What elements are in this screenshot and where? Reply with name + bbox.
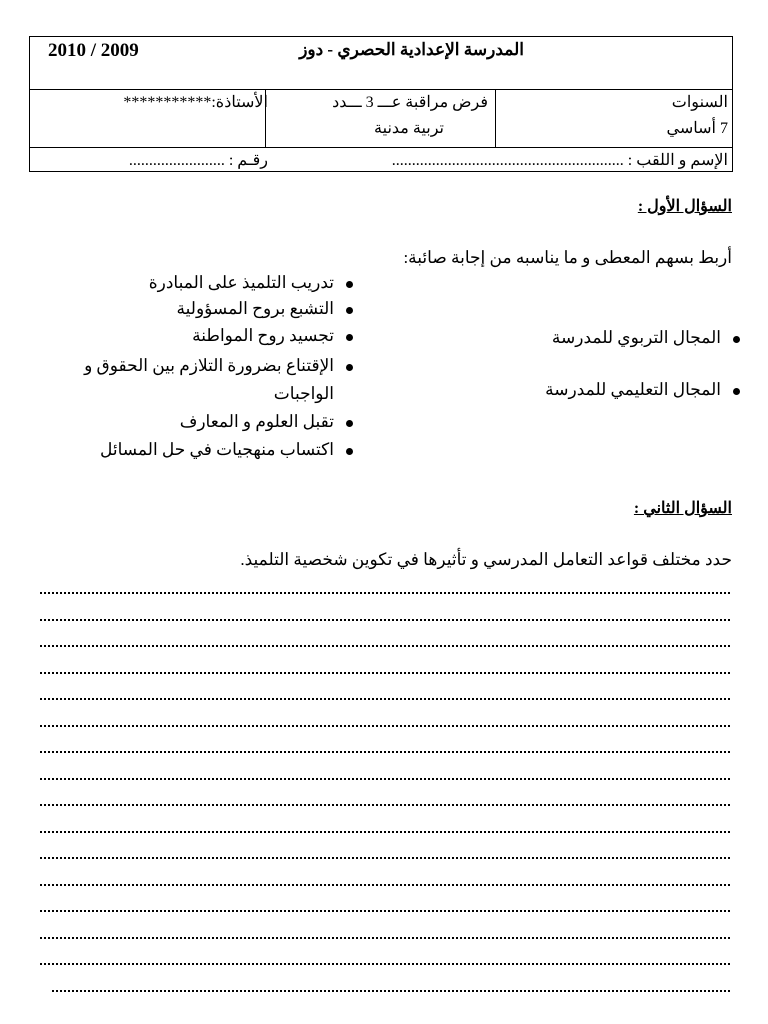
answer-line[interactable] — [40, 827, 730, 833]
answer-line[interactable] — [40, 853, 730, 859]
header-divider-horizontal-2 — [30, 147, 732, 148]
right-item: تجسيد روح المواطنة — [192, 326, 353, 346]
levels-label: السنوات — [671, 94, 728, 111]
question1-title: السؤال الأول : — [637, 198, 732, 215]
bullet-icon — [346, 281, 353, 288]
answer-line[interactable] — [40, 694, 730, 700]
bullet-icon — [346, 307, 353, 314]
school-name: المدرسة الإعدادية الحصري - دوز — [299, 40, 524, 59]
question2-prompt: حدد مختلف قواعد التعامل المدرسي و تأثيرها في تكوين شخصية التلميذ. — [240, 550, 732, 569]
answer-line[interactable] — [40, 959, 730, 965]
subject-name: تربية مدنية — [374, 120, 444, 137]
bullet-icon — [346, 420, 353, 427]
answer-line[interactable] — [40, 774, 730, 780]
student-number-field: رقـم : ........................ — [128, 152, 268, 169]
right-item: تقبل العلوم و المعارف — [180, 412, 353, 432]
answer-line[interactable] — [40, 588, 730, 594]
answer-line[interactable] — [40, 747, 730, 753]
bullet-icon — [346, 334, 353, 341]
right-item: اكتساب منهجيات في حل المسائل — [100, 440, 353, 460]
answer-line[interactable] — [40, 721, 730, 727]
answer-line[interactable] — [40, 641, 730, 647]
bullet-icon — [733, 388, 740, 395]
answer-line[interactable] — [40, 800, 730, 806]
answer-line[interactable] — [40, 880, 730, 886]
student-name-field: الإسم و اللقب : .......................................................... — [391, 152, 728, 169]
right-item-continuation: الواجبات — [273, 384, 334, 403]
level-value: 7 أساسي — [666, 120, 728, 137]
right-item: الإقتناع بضرورة التلازم بين الحقوق و — [84, 356, 353, 376]
bullet-icon — [346, 364, 353, 371]
answer-line[interactable] — [40, 933, 730, 939]
teacher-label: الأستاذة:*********** — [123, 94, 268, 111]
answer-line[interactable] — [40, 668, 730, 674]
answer-line[interactable] — [52, 986, 730, 992]
left-item-instructional: المجال التعليمي للمدرسة — [545, 380, 740, 400]
question1-instruction: أربط بسهم المعطى و ما يناسبه من إجابة صائبة: — [403, 248, 732, 267]
answer-line[interactable] — [40, 615, 730, 621]
exam-title: فرض مراقبة عـــ 3 ـــدد — [332, 94, 488, 111]
bullet-icon — [733, 336, 740, 343]
right-item: تدريب التلميذ على المبادرة — [149, 273, 353, 293]
header-divider-vertical-2 — [495, 89, 496, 147]
school-year: 2010 / 2009 — [48, 40, 139, 61]
bullet-icon — [346, 448, 353, 455]
question2-title: السؤال الثاني : — [633, 500, 732, 517]
right-item: التشبع بروح المسؤولية — [177, 299, 353, 319]
answer-line[interactable] — [40, 906, 730, 912]
header-divider-horizontal — [30, 89, 732, 90]
left-item-educational: المجال التربوي للمدرسة — [552, 328, 740, 348]
